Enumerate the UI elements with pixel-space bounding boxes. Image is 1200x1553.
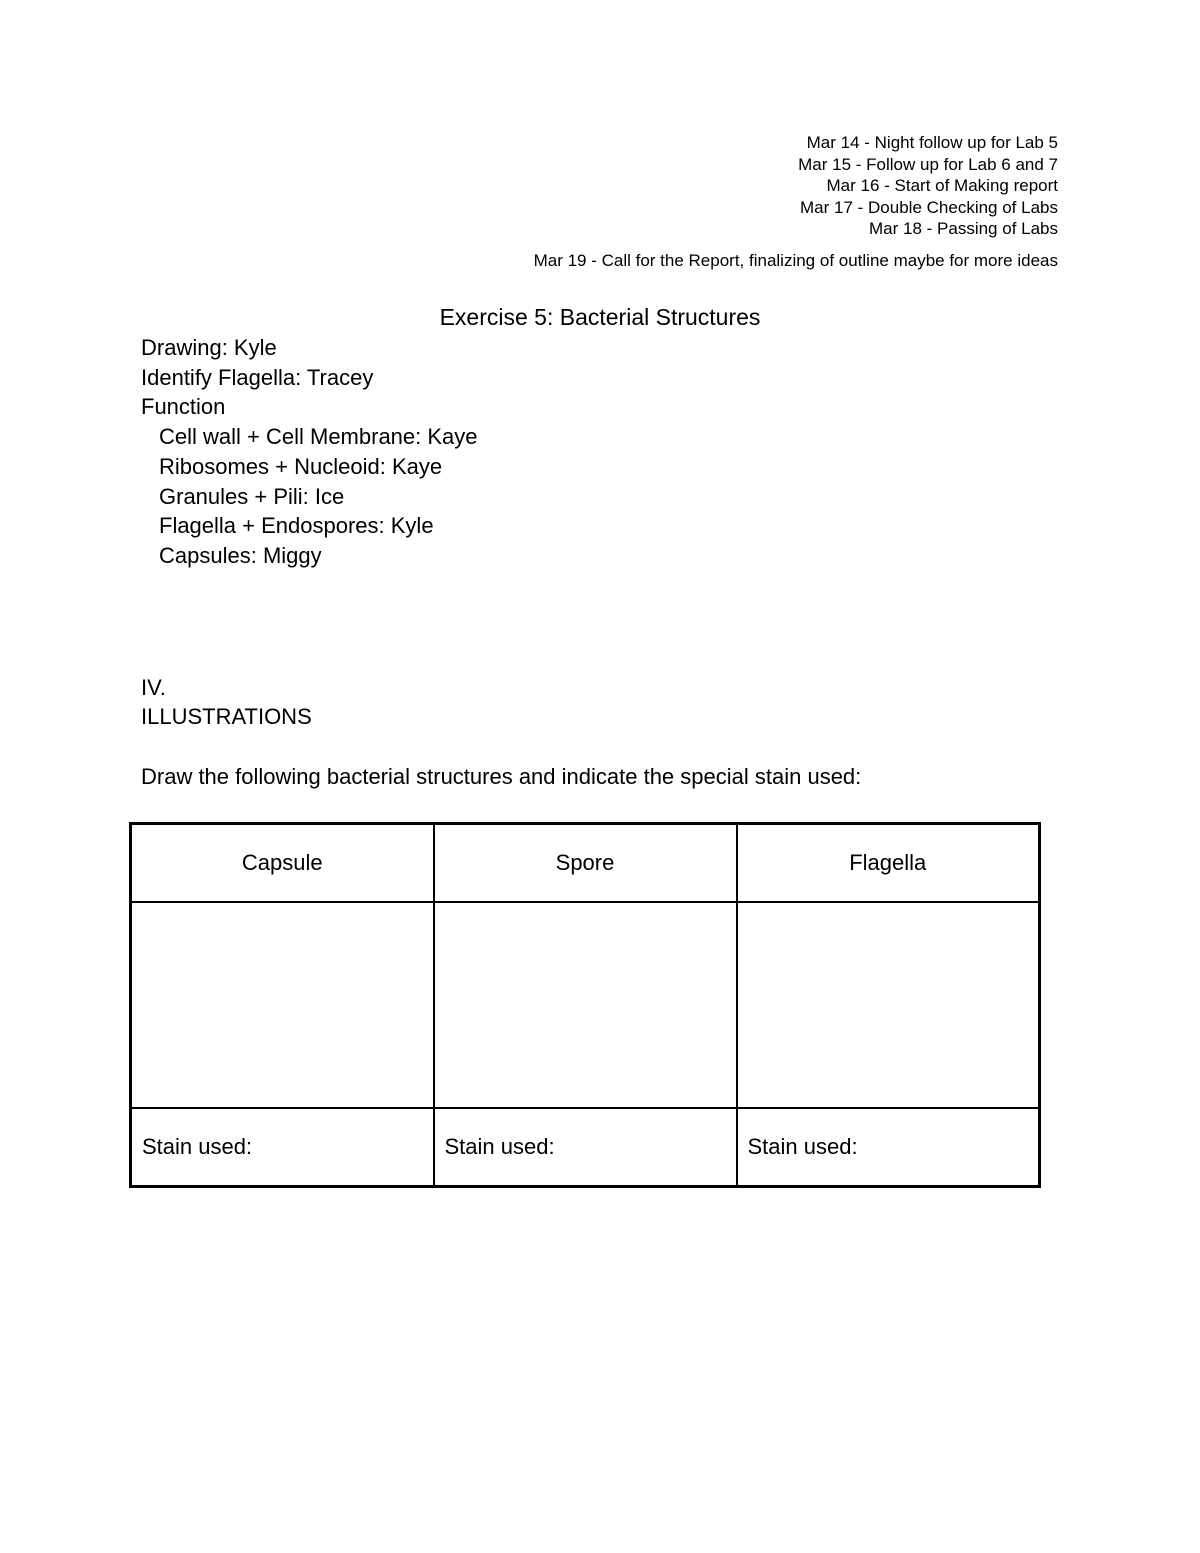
schedule-item: Mar 17 - Double Checking of Labs [800,197,1058,217]
schedule-notes [534,132,1058,271]
schedule-item: Mar 15 - Follow up for Lab 6 and 7 [798,154,1058,174]
assignment-drawing: Drawing: Kyle [141,335,277,360]
schedule-item: Mar 18 - Passing of Labs [869,219,1058,238]
stain-row [131,1108,1040,1187]
header-flagella: Flagella [737,824,1040,903]
function-item: Flagella + Endospores: Kyle [159,513,434,539]
function-heading: Function [141,394,226,420]
stain-used-flagella[interactable]: Stain used: [737,1108,1040,1187]
function-item: Granules + Pili: Ice [159,483,345,509]
stain-used-spore[interactable]: Stain used: [434,1108,737,1187]
function-item: Cell wall + Cell Membrane: Kaye [159,424,478,450]
assignment-list [141,333,478,571]
header-spore: Spore [434,824,737,903]
header-capsule: Capsule [131,824,434,903]
section-number: IV. [141,675,166,700]
illustration-table [129,822,1041,1188]
drawing-area-capsule[interactable] [131,902,434,1108]
section-title: ILLUSTRATIONS [141,704,312,729]
exercise-title: Exercise 5: Bacterial Structures [439,304,761,330]
schedule-item: Mar 14 - Night follow up for Lab 5 [806,133,1058,152]
schedule-item: Mar 19 - Call for the Report, finalizing of outline maybe for more ideas [533,250,1058,270]
assignment-identify: Identify Flagella: Tracey [141,364,374,390]
drawing-area-flagella[interactable] [737,902,1040,1108]
stain-used-capsule[interactable]: Stain used: [131,1108,434,1187]
instruction-text: Draw the following bacterial structures and indicate the special stain used: [141,764,862,789]
schedule-item: Mar 16 - Start of Making report [826,176,1058,195]
table-header-row [131,824,1040,903]
drawing-row [131,902,1040,1108]
function-item: Ribosomes + Nucleoid: Kaye [159,453,443,479]
function-item: Capsules: Miggy [159,542,322,568]
drawing-area-spore[interactable] [434,902,737,1108]
